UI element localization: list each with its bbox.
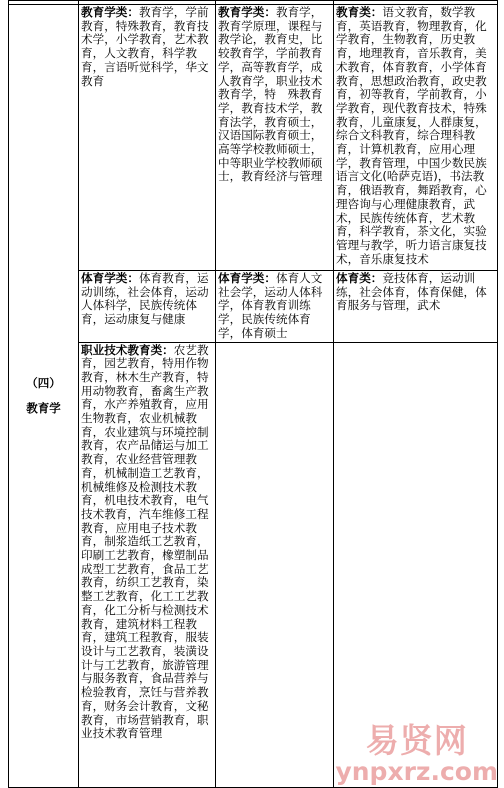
- vocational-cell: [334, 271, 498, 343]
- major-table: [8, 0, 498, 788]
- table-row: [9, 342, 498, 787]
- graduate-cell: [216, 342, 334, 787]
- graduate-cell: [216, 271, 334, 343]
- cell-title: 职业技术教育类：: [81, 342, 174, 357]
- category-number: （四）: [26, 375, 61, 390]
- undergrad-cell: [79, 342, 216, 787]
- cell-body: 农艺教育，园艺教育，特用作物教育，林木生产教育，特用动物教育，畜禽生产教育，水产养殖教育，应用生物教育，农业机械教育，农业建筑与环境控制教育，农产品储运与加工教育，农业经营管理教育，机械制造工艺教育，机械维修及检测技术教育，机电技术教育，电气技术教育，汽车维修工程教育，应用电子技术教育，制浆造纸工艺教育，印刷工艺教育，橡塑制品成型工艺教育，食品工艺教育，纺织工艺教育，染整工艺教育，化工工艺教育，化工分析与检测技术教育，建筑材料工程教育，建筑工程教育，服装设计与工艺教育，装潢设计与工艺教育，旅游管理与服务教育，食品营养与检验教育，烹饪与营养教育，财务会计教育，文秘教育，市场营销教育，职业技术教育管理: [81, 342, 209, 741]
- category-cell: [9, 5, 79, 788]
- cell-title: 教育学类：: [218, 5, 276, 19]
- cell-body: 体育教育，运动训练，社会体育，运动人体科学，民族传统体育，运动康复与健康: [81, 271, 209, 327]
- cell-body: 竞技体育，运动训练，社会体育，体育保健，体育服务与管理，武术: [336, 271, 487, 313]
- cell-body: 体育人文社会学，运动人体科学，体育教育训练学，民族传统体育学，体育硕士: [218, 271, 323, 340]
- watermark-url: ynpxrz.com: [335, 757, 498, 786]
- cell-title: 体育学类：: [81, 271, 139, 285]
- vocational-cell: [334, 342, 498, 787]
- cell-title: 体育类：: [336, 271, 383, 285]
- cell-title: 教育学类：: [81, 5, 139, 19]
- category-name: 教育学: [26, 400, 61, 415]
- graduate-cell: [216, 5, 334, 271]
- cell-title: 教育类：: [336, 5, 383, 19]
- vocational-cell: [334, 5, 498, 271]
- cell-body: 语文教育，数学教育，英语教育，物理教育，化学教育，生物教育，历史教育，地理教育，音乐教育，美术教育，体育教育，小学体育教育，思想政治教育，政史教育，初等教育，学前教育，小学教育，现代教育技术，特殊教育，儿童康复，人群康复，综合文科教育，综合理科教育，计算机教育，应用心理学，教育管理，中国少数民族语言文化(哈萨克语)，书法教育，俄语教育，舞蹈教育，心理咨询与心理健康教育，武术，民族传统体育，艺术教育，科学教育，茶文化，实验管理与教学，听力语言康复技术，音乐康复技术: [336, 5, 487, 266]
- cell-body: 教育学，教育学原理，课程与教学论，教育史，比较教育学，学前教育学，高等教育学，成人教育学，职业技术教育学，特 殊教育学，教育技术学，教育法学，教育硕士，汉语国际教育硕士，高等学校教师硕士，中等职业学校教师硕士，教育经济与管理: [218, 5, 323, 184]
- table-row: [9, 271, 498, 343]
- table-row: [9, 5, 498, 271]
- cell-title: 体育学类：: [218, 271, 276, 285]
- watermark-text: 易贤网: [365, 721, 468, 760]
- undergrad-cell: [79, 5, 216, 271]
- cell-body: 教育学，学前教育，特殊教育，教育技术学，小学教育，艺术教育，人文教育，科学教育，言语听觉科学，华文教育: [81, 5, 209, 88]
- undergrad-cell: [79, 271, 216, 343]
